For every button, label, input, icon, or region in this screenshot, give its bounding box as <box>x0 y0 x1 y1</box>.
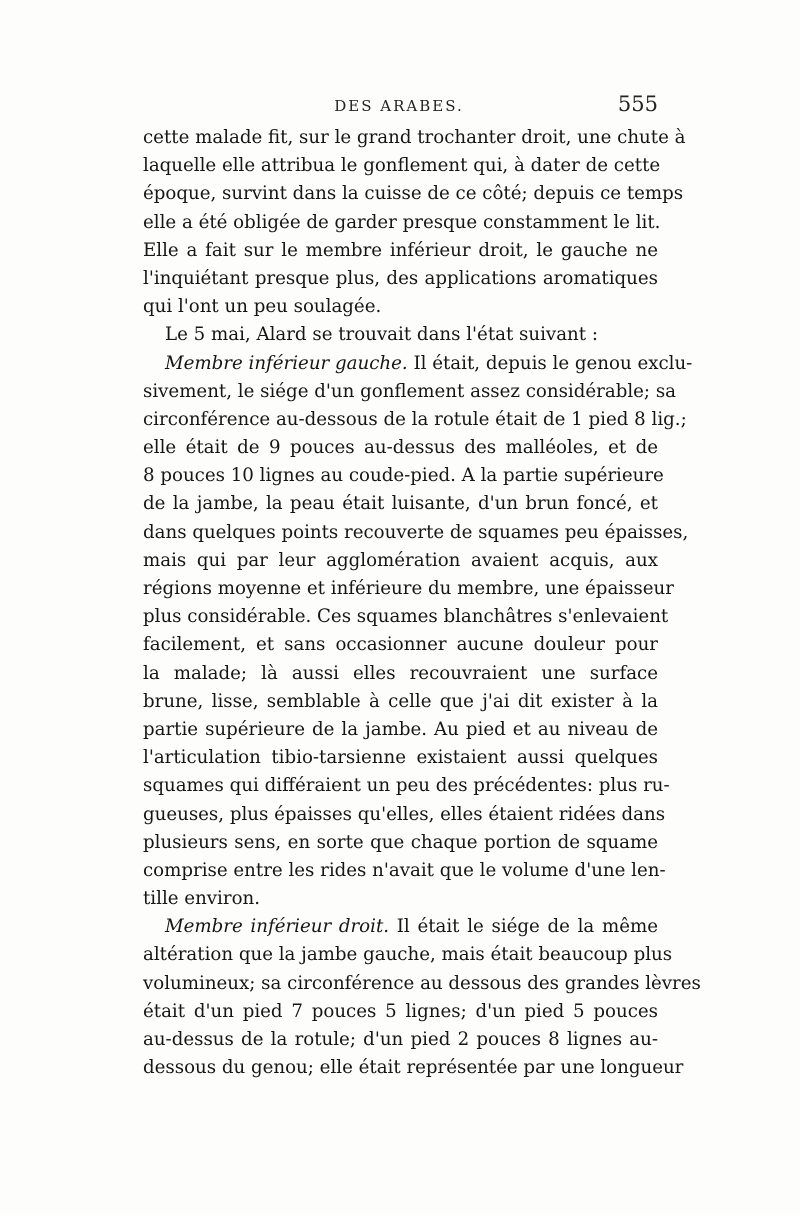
text-line <box>143 350 693 378</box>
text-line: altération que la jambe gauche, mais était beaucoup plus <box>143 944 673 966</box>
text-line: l'articulation tibio-tarsienne existaient aussi quelques <box>143 747 658 769</box>
text-line: partie supérieure de la jambe. Au pied et au niveau de <box>143 718 658 740</box>
text-line: époque, survint dans la cuisse de ce côté; depuis ce temps <box>143 183 684 205</box>
text-run: Il était, depuis le genou exclu- <box>407 352 693 374</box>
text-line: de la jambe, la peau était luisante, d'un brun foncé, et <box>143 493 658 515</box>
text-line: plus considérable. Ces squames blanchâtres s'enlevaient <box>143 606 669 628</box>
text-line: l'inquiétant presque plus, des applications aromatiques <box>143 267 658 289</box>
running-head <box>140 92 658 118</box>
text-line: tille environ. <box>143 888 261 910</box>
text-line: au-dessus de la rotule; d'un pied 2 pouces 8 lignes au- <box>143 1029 658 1050</box>
text-line: brune, lisse, semblable à celle que j'ai dit exister à la <box>143 690 658 712</box>
text-line: elle a été obligée de garder presque constamment le lit. <box>143 211 661 233</box>
text-line: dessous du genou; elle était représentée par une longueur <box>143 1057 684 1079</box>
text-run: Il était le siége de la même <box>389 916 658 938</box>
text-line: volumineux; sa circonférence au dessous des grandes lèvres <box>143 972 701 994</box>
text-line: circonférence au-dessous de la rotule était de 1 pied 8 lig.; <box>143 408 687 430</box>
text-line <box>143 913 658 941</box>
text-line: laquelle elle attribua le gonflement qui, à dater de cette <box>143 155 661 177</box>
text-line: 8 pouces 10 lignes au coude-pied. A la partie supérieure <box>143 465 664 487</box>
text-line: la malade; là aussi elles recouvraient une surface <box>143 662 658 684</box>
text-line: mais qui par leur agglomération avaient acquis, aux <box>143 549 658 571</box>
text-line: sivement, le siége d'un gonflement assez considérable; sa <box>143 380 676 402</box>
text-line: squames qui différaient un peu des précédentes: plus ru- <box>143 775 670 797</box>
page-number: 555 <box>617 92 658 116</box>
text-line: qui l'ont un peu soulagée. <box>143 296 382 318</box>
section-heading: Membre inférieur droit. <box>165 916 390 938</box>
text-line: Elle a fait sur le membre inférieur droit, le gauche ne <box>143 239 658 261</box>
text-line: comprise entre les rides n'avait que le volume d'une len- <box>143 859 666 881</box>
text-line: Le 5 mai, Alard se trouvait dans l'état suivant : <box>165 324 598 346</box>
section-heading: Membre inférieur gauche. <box>165 352 408 374</box>
text-line: dans quelques points recouverte de squames peu épaisses, <box>143 521 689 543</box>
running-title: DES ARABES. <box>334 97 464 115</box>
text-line: était d'un pied 7 pouces 5 lignes; d'un pied 5 pouces <box>143 1000 658 1022</box>
body-text <box>143 124 701 1082</box>
text-line: facilement, et sans occasionner aucune douleur pour <box>143 634 658 656</box>
text-line: régions moyenne et inférieure du membre, une épaisseur <box>143 578 674 599</box>
text-line: plusieurs sens, en sorte que chaque portion de squame <box>143 831 658 853</box>
text-line: gueuses, plus épaisses qu'elles, elles étaient ridées dans <box>143 803 666 825</box>
text-line: cette malade fit, sur le grand trochanter droit, une chute à <box>143 127 686 148</box>
text-line: elle était de 9 pouces au-dessus des malléoles, et de <box>143 437 658 459</box>
